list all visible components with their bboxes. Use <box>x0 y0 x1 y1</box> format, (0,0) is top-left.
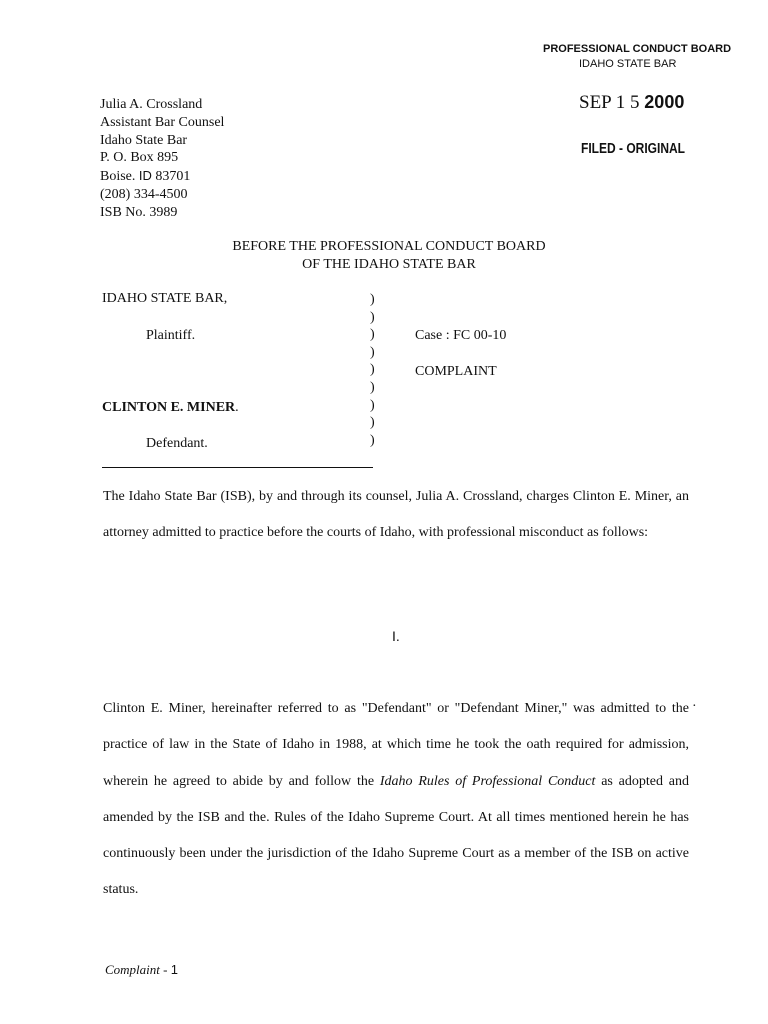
stamp-date <box>579 92 684 114</box>
case-number: Case : FC 00-10 <box>415 328 507 343</box>
para-text-end: as adopted and amended by the ISB and the. Rules of the Idaho Supreme Court. At all times mentioned herein he has continuously been under the jurisdiction of the Idaho Supreme Court as a member of the ISB on active status. <box>103 773 689 898</box>
counsel-address-block <box>100 96 224 222</box>
caption-paren: ) <box>370 415 375 431</box>
counsel-po-box: P. O. Box 895 <box>100 150 179 166</box>
defendant-role: Defendant. <box>146 436 208 451</box>
counsel-phone: (208) 334-4500 <box>100 186 188 202</box>
footer-separator: - <box>159 962 171 977</box>
counsel-city-line <box>100 167 224 186</box>
intro-paragraph: The Idaho State Bar (ISB), by and through its counsel, Julia A. Crossland, charges Clinton E. Miner, an attorney admitted to practice before the courts of Idaho, with professional misconduct as follows: <box>103 489 689 541</box>
caption-paren: ) <box>370 397 375 413</box>
stamp-filed: FILED - ORIGINAL <box>581 139 685 157</box>
caption-divider <box>102 467 373 468</box>
page-footer <box>105 962 178 978</box>
counsel-isb: ISB No. 3989 <box>100 204 178 220</box>
stamp-date-day: SEP 1 5 <box>579 92 640 113</box>
defendant-name: CLINTON E. MINER <box>102 400 236 415</box>
counsel-title: Assistant Bar Counsel <box>100 114 225 130</box>
plaintiff-name: IDAHO STATE BAR, <box>102 291 228 306</box>
section-number: I. <box>392 628 400 644</box>
caption-paren: ) <box>370 309 375 325</box>
para-text-start: Clinton E. Miner, hereinafter referred to as "Defendant" or "Defendant Miner," was admitted to the practice of law in the State of Idaho in 1988, at which time he took the oath required for admission, wherein he agreed to abide by and follow the <box>103 701 689 789</box>
counsel-zip: 83701 <box>155 169 191 185</box>
counsel-state: ID <box>138 168 152 184</box>
stamp-date-year: 2000 <box>644 92 685 112</box>
stamp-subtitle: IDAHO STATE BAR <box>579 58 677 70</box>
caption-paren: ) <box>370 379 375 395</box>
plaintiff-role: Plaintiff. <box>146 328 196 343</box>
document-type: COMPLAINT <box>415 364 497 379</box>
page-number: 1 <box>170 962 178 977</box>
footer-label: Complaint <box>105 962 160 977</box>
rules-citation: Idaho Rules of Professional Conduct <box>379 773 596 789</box>
caption-paren: ) <box>370 292 375 307</box>
heading-line-1: BEFORE THE PROFESSIONAL CONDUCT BOARD <box>232 239 546 254</box>
stray-mark: · <box>692 699 697 714</box>
caption-paren: ) <box>370 327 375 343</box>
defendant-period: . <box>235 400 239 415</box>
counsel-city: Boise. <box>100 169 136 185</box>
counsel-org: Idaho State Bar <box>100 132 188 148</box>
counsel-name: Julia A. Crossland <box>100 97 203 112</box>
heading-line-2: OF THE IDAHO STATE BAR <box>302 257 476 272</box>
caption-paren: ) <box>370 362 375 378</box>
caption-parentheses <box>370 291 375 449</box>
caption-paren: ) <box>370 432 375 448</box>
section-1-paragraph <box>103 691 689 909</box>
stamp-title: PROFESSIONAL CONDUCT BOARD <box>543 43 732 55</box>
defendant-line <box>102 400 239 416</box>
caption-paren: ) <box>370 344 375 360</box>
